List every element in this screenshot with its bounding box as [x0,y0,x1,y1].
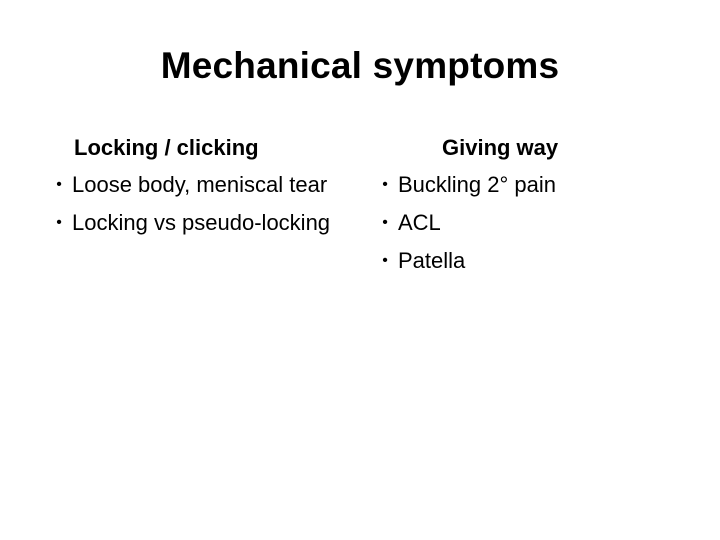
right-bullet-list [378,166,678,280]
bullet-icon: • [56,214,62,231]
list-item-text: Patella [398,248,466,273]
list-item-text: ACL [398,210,441,235]
list-item [52,166,342,204]
right-column-heading: Giving way [442,135,559,160]
list-item [378,242,678,280]
list-item-text: Loose body, meniscal tear [72,172,328,197]
list-item [378,204,678,242]
list-item [378,166,678,204]
list-item-text: Buckling 2° pain [398,172,557,197]
bullet-icon: • [382,214,388,231]
bullet-icon: • [56,176,62,193]
left-column [52,130,342,242]
bullet-icon: • [382,176,388,193]
list-item-text: Locking vs pseudo-locking [72,210,331,235]
slide-title: Mechanical symptoms [160,45,560,86]
left-bullet-list [52,166,342,242]
right-column [378,130,678,280]
bullet-icon: • [382,252,388,269]
list-item [52,204,342,242]
left-column-heading: Locking / clicking [74,135,259,160]
